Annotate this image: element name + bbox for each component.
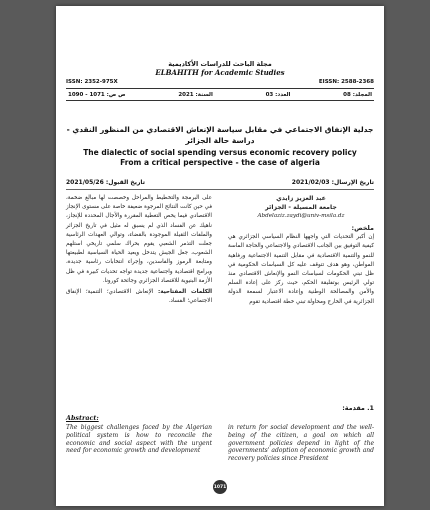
summary-text: إن أكبر التحديات التي واجهها النظام السياسي الجزائري هي كيفية التوفيق بين الجانب الاقتصادي والاجتماعي والحاجة الماسة للنمو والتنمية الاقتصادية في مقابل التنمية الاجتماعية ورفاهية المواطن، وهو هدف تتوقف عليه كل السياسات الحكومية في ظل تبني الحكومات لسياسات النمو والإنعاش الاقتصادي منذ تولي الرئيس بوتفليقة الحكم، حيث ركز على إعادة السلم والأمن والمصالحة الوطنية وإعادة الاعتبار لسمعة الدولة الجزائرية في الخارج ومحاولة تبني خطة اقتصادية تقوم — [228, 234, 374, 305]
keywords — [66, 288, 212, 306]
issue: العدد: 03 — [265, 91, 291, 98]
keywords-text: الإنعاش الاقتصادي؛ التنمية؛ الإنفاق الاجتماعي؛ الفساد. — [66, 289, 212, 305]
journal-name-ar: مجلة الباحث للدراسات الأكاديمية — [168, 60, 272, 68]
article-title-en-line1: The dialectic of social spending versus economic recovery policy — [83, 148, 357, 157]
author-name: عبد العزيز زايدي — [276, 195, 326, 202]
volume: المجلد: 08 — [343, 91, 372, 98]
journal-name-en: ELBAHITH for Academic Studies — [155, 68, 285, 77]
accepted-date: تاريخ القبول: 2021/05/26 — [66, 179, 145, 186]
divider — [66, 189, 374, 190]
abstract-heading: Abstract: — [66, 414, 99, 422]
author-affiliation: جامعة المسيلة - الجزائر — [265, 204, 337, 211]
eissn: EISSN: 2588-2368 — [318, 79, 374, 85]
author-email: Abdelaziz.zaydi@univ-msila.dz — [257, 213, 345, 219]
pages-range: ص ص: 1071 - 1090 — [68, 91, 126, 98]
article-title-ar: جدلية الإنفاق الاجتماعي في مقابل سياسة الإنعاش الاقتصادي من المنظور النقدي - دراسة حالة الجزائر — [66, 125, 374, 145]
keywords-label: الكلمات المفتاحية: — [158, 289, 212, 296]
paper-page — [56, 6, 384, 506]
abstract-text-right: in return for social development and the well-being of the citizen, a goal on which all government policies depend in light of the governments' adoption of economic growth and recovery policies since President — [228, 424, 374, 463]
introduction-heading: 1. مقدمة: — [342, 404, 374, 412]
article-title-en — [64, 148, 376, 168]
summary-heading: ملخص: — [351, 224, 374, 232]
summary-continued: على البرمجة والتخطيط والمراحل وخصصت لها مبالغ ضخمة، في حين كانت النتائج المرجوة ضعيفة خاصة على مستوى الإنجاز الاقتصادي فيما يخص التغطية المقررة والأجال المحددة للإنجاز، ناهيك عن الفساد الذي لم يسبق له مثيل في تاريخ الجزائر والملفات الثقيلة الموجودة بالقضاء، وتوالي العهدات الرئاسية جعلت التذمر الشعبي يقوم بحراك سلمي تاريخي استلهم الشعوب، جعل الجيش يتدخل ويعيد الحياة السياسية لطبيعتها ومتابعة الرموز والفاسدين، وإجراء انتخابات رئاسية جديدة، وبرامج اقتصادية واجتماعية جديدة تواجه تحديات كبيرة في ظل الأزمة البنيوية للاقتصاد الجزائري وجائحة كورونا. — [66, 195, 212, 284]
right-column — [228, 194, 374, 307]
article-title-en-line2: From a critical perspective - the case of algeria — [120, 158, 320, 167]
page-number: 1071 — [213, 480, 227, 494]
left-column — [66, 194, 212, 306]
year: السنة: 2021 — [178, 91, 213, 98]
issue-info-bar — [66, 88, 374, 101]
received-date: تاريخ الإرسال: 2021/02/03 — [291, 179, 374, 186]
issn: ISSN: 2352-975X — [66, 79, 118, 85]
abstract-text-left: The biggest challenges faced by the Algerian political system is how to reconcile the economic and social aspect with the urgent need for economic growth and development — [66, 424, 212, 455]
